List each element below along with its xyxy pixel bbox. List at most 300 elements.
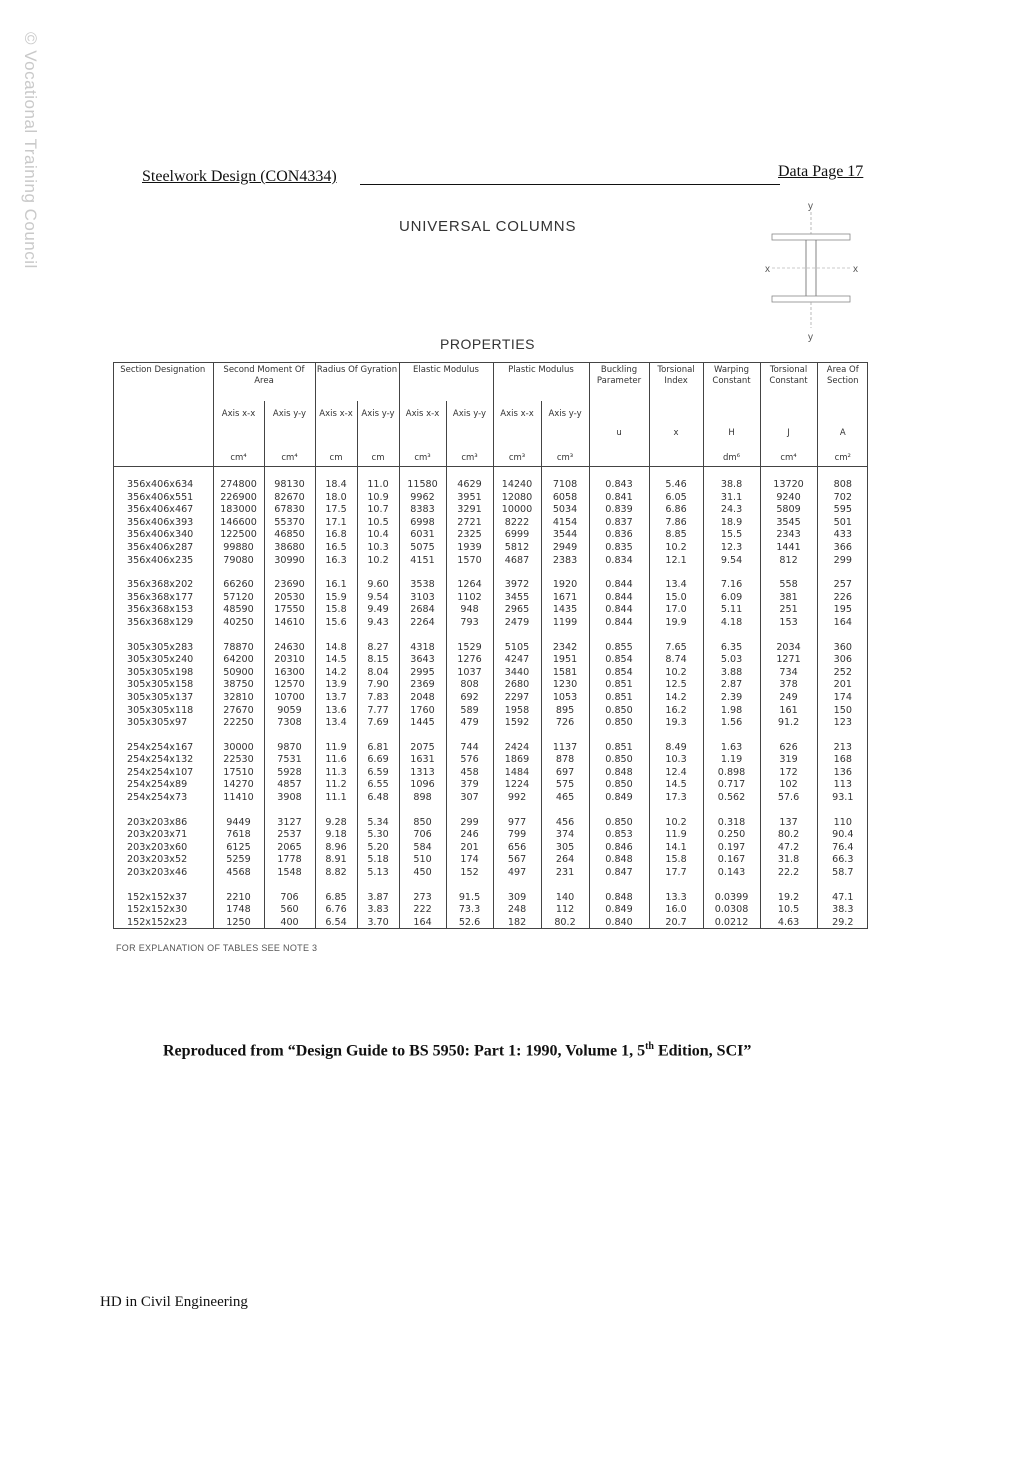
table-cell: 5105 [493,642,541,655]
table-cell: 305 [541,842,589,855]
section-designation: 356x368x202 [127,579,194,591]
unit-label: cm³ [493,441,541,467]
table-cell: 17.1 [315,517,357,530]
table-cell: 195 [817,604,868,617]
table-cell: 38.8 [703,479,760,492]
axis-label: Axis y-y [264,401,315,441]
table-row [113,817,868,830]
table-cell: 0.850 [589,754,649,767]
table-cell: 38680 [264,542,315,555]
table-cell: 12080 [493,492,541,505]
table-cell: 4857 [264,779,315,792]
table-cell: 31.8 [760,854,817,867]
table-cell: 0.848 [589,767,649,780]
table-cell: 0.0212 [703,917,760,930]
table-cell: 0.849 [589,792,649,805]
symbol-torsional-index: x [649,401,703,441]
section-designation: 356x406x235 [127,554,194,566]
table-cell: 560 [264,904,315,917]
course-title: Steelwork Design (CON4334) [142,168,337,185]
table-cell: 306 [817,654,868,667]
table-cell: 9.43 [357,617,399,630]
table-cell: 73.3 [446,904,493,917]
table-cell: 5259 [213,854,264,867]
table-row [113,654,868,667]
table-cell: 4.63 [760,917,817,930]
table-cell: 19.9 [649,617,703,630]
table-cell: 5.03 [703,654,760,667]
diagram-y-label-bottom: y [808,332,813,343]
table-cell: 4629 [446,479,493,492]
unit-label: cm³ [399,441,446,467]
table-cell: 9.54 [703,555,760,568]
table-cell: 248 [493,904,541,917]
table-row [113,917,868,930]
table-row [113,754,868,767]
table-cell: 264 [541,854,589,867]
footer-text: HD in Civil Engineering [100,1294,248,1310]
table-cell: 6.55 [357,779,399,792]
table-cell: 174 [817,692,868,705]
section-designation: 356x406x634 [127,479,194,490]
table-cell: 257 [817,579,868,592]
table-cell: 2.87 [703,679,760,692]
unit-label: cm⁴ [264,441,315,467]
table-cell: 0.167 [703,854,760,867]
table-cell: 2721 [446,517,493,530]
table-cell: 10.9 [357,492,399,505]
table-cell: 0.837 [589,517,649,530]
header-area: Area Of Section [817,362,868,401]
table-cell: 11.6 [315,754,357,767]
table-cell: 13.3 [649,892,703,905]
table-cell: 799 [493,829,541,842]
table-cell: 0.840 [589,917,649,930]
table-cell: 2343 [760,529,817,542]
i-section-diagram [762,196,862,346]
table-cell: 309 [493,892,541,905]
table-cell: 98130 [264,479,315,492]
table-cell: 992 [493,792,541,805]
table-cell: 1102 [446,592,493,605]
table-cell: 2034 [760,642,817,655]
table-cell: 15.6 [315,617,357,630]
table-cell: 1951 [541,654,589,667]
table-cell: 4687 [493,555,541,568]
table-cell: 30990 [264,555,315,568]
table-row [113,792,868,805]
table-cell: 273 [399,892,446,905]
table-cell: 6058 [541,492,589,505]
table-cell: 6.54 [315,917,357,930]
table-cell: 3.88 [703,667,760,680]
table-cell: 13.4 [649,579,703,592]
table-cell: 319 [760,754,817,767]
table-cell: 10700 [264,692,315,705]
table-cell: 64200 [213,654,264,667]
table-cell: 1.56 [703,717,760,730]
table-cell: 182 [493,917,541,930]
table-cell: 11.9 [315,742,357,755]
table-cell: 656 [493,842,541,855]
symbol-warping: H [703,401,760,441]
axis-label: Axis y-y [541,401,589,441]
table-cell: 91.5 [446,892,493,905]
table-cell: 2479 [493,617,541,630]
table-cell: 12570 [264,679,315,692]
table-cell: 2684 [399,604,446,617]
table-cell: 702 [817,492,868,505]
table-cell: 2065 [264,842,315,855]
table-cell: 4.18 [703,617,760,630]
table-cell: 14240 [493,479,541,492]
table-cell: 252 [817,667,868,680]
table-cell: 850 [399,817,446,830]
section-designation: 203x203x86 [127,816,188,828]
table-row [113,542,868,555]
table-cell: 0.851 [589,679,649,692]
table-cell: 12.5 [649,679,703,692]
table-cell: 11.3 [315,767,357,780]
table-cell: 8.74 [649,654,703,667]
table-row [113,617,868,630]
table-cell: 0.717 [703,779,760,792]
table-cell: 465 [541,792,589,805]
table-cell: 1037 [446,667,493,680]
table-cell: 12.1 [649,555,703,568]
table-cell: 78870 [213,642,264,655]
header-rule [360,184,780,185]
table-cell: 14.2 [315,667,357,680]
table-cell: 17.3 [649,792,703,805]
table-cell: 57.6 [760,792,817,805]
table-cell: 153 [760,617,817,630]
table-cell: 734 [760,667,817,680]
table-cell: 2537 [264,829,315,842]
table-cell: 3127 [264,817,315,830]
table-cell: 1096 [399,779,446,792]
table-cell: 0.847 [589,867,649,880]
table-row [113,854,868,867]
diagram-y-label-top: y [808,201,813,212]
table-cell: 374 [541,829,589,842]
table-cell: 8.27 [357,642,399,655]
table-cell: 6.05 [649,492,703,505]
table-cell: 1548 [264,867,315,880]
table-cell: 6.48 [357,792,399,805]
table-cell: 47.1 [817,892,868,905]
table-cell: 174 [446,854,493,867]
citation-sup: th [645,1041,654,1052]
table-cell: 1631 [399,754,446,767]
table-cell: 91.2 [760,717,817,730]
table-cell: 6.35 [703,642,760,655]
table-cell: 450 [399,867,446,880]
table-cell: 567 [493,854,541,867]
table-cell: 793 [446,617,493,630]
section-designation: 305x305x118 [127,704,194,716]
table-cell: 1250 [213,917,264,930]
axis-label: Axis x-x [315,401,357,441]
group-spacer [113,730,868,742]
table-cell: 20530 [264,592,315,605]
table-cell: 5.20 [357,842,399,855]
table-cell: 0.143 [703,867,760,880]
table-cell: 213 [817,742,868,755]
table-cell: 0.834 [589,555,649,568]
table-row [113,717,868,730]
table-cell: 14.5 [649,779,703,792]
table-cell: 140 [541,892,589,905]
table-cell: 0.846 [589,842,649,855]
table-cell: 706 [399,829,446,842]
table-cell: 12.3 [703,542,760,555]
table-row [113,667,868,680]
table-cell: 13.9 [315,679,357,692]
table-cell: 16.8 [315,529,357,542]
table-cell: 0.854 [589,667,649,680]
table-cell: 7.90 [357,679,399,692]
table-cell: 20.7 [649,917,703,930]
table-cell: 0.844 [589,579,649,592]
table-cell: 8.85 [649,529,703,542]
symbol-torsional-constant: J [760,401,817,441]
table-cell: 13.4 [315,717,357,730]
table-cell: 9962 [399,492,446,505]
table-cell: 898 [399,792,446,805]
table-cell: 5809 [760,504,817,517]
table-cell: 8383 [399,504,446,517]
table-cell: 575 [541,779,589,792]
table-cell: 137 [760,817,817,830]
table-cell: 8.49 [649,742,703,755]
table-cell: 22.2 [760,867,817,880]
table-cell: 58.7 [817,867,868,880]
table-note: FOR EXPLANATION OF TABLES SEE NOTE 3 [116,943,318,953]
table-cell: 2949 [541,542,589,555]
table-row [113,517,868,530]
table-cell: 3972 [493,579,541,592]
table-cell: 0.250 [703,829,760,842]
table-row [113,692,868,705]
table-cell: 6.09 [703,592,760,605]
table-cell: 14270 [213,779,264,792]
table-cell: 8.82 [315,867,357,880]
table-cell: 90.4 [817,829,868,842]
table-cell: 1276 [446,654,493,667]
source-citation [163,1041,751,1060]
table-cell: 8.15 [357,654,399,667]
unit-label: cm [315,441,357,467]
table-cell: 0.850 [589,779,649,792]
group-spacer [113,805,868,817]
table-cell: 7308 [264,717,315,730]
table-body [113,467,868,930]
table-cell: 1264 [446,579,493,592]
table-cell: 2048 [399,692,446,705]
header-second-moment: Second Moment Of Area [213,362,315,401]
header-section: Section Designation [120,365,206,375]
table-cell: 9449 [213,817,264,830]
table-cell: 0.836 [589,529,649,542]
section-designation: 305x305x97 [127,717,188,729]
table-cell: 13720 [760,479,817,492]
table-cell: 589 [446,705,493,718]
table-cell: 18.0 [315,492,357,505]
table-cell: 5812 [493,542,541,555]
page-number: Data Page 17 [778,163,864,180]
table-cell: 0.197 [703,842,760,855]
table-cell: 5034 [541,504,589,517]
table-cell: 381 [760,592,817,605]
table-cell: 15.5 [703,529,760,542]
table-cell: 6031 [399,529,446,542]
table-cell: 6125 [213,842,264,855]
table-cell: 93.1 [817,792,868,805]
table-cell: 7.69 [357,717,399,730]
table-cell: 10.3 [649,754,703,767]
table-cell: 3951 [446,492,493,505]
table-cell: 172 [760,767,817,780]
header-torsional-constant: Torsional Constant [760,362,817,401]
table-cell: 1748 [213,904,264,917]
table-cell: 251 [760,604,817,617]
table-cell: 360 [817,642,868,655]
table-cell: 706 [264,892,315,905]
table-cell: 2297 [493,692,541,705]
table-row [113,904,868,917]
table-cell: 299 [446,817,493,830]
table-cell: 0.848 [589,892,649,905]
table-cell: 164 [817,617,868,630]
table-cell: 5.18 [357,854,399,867]
table-cell: 3103 [399,592,446,605]
table-cell: 1778 [264,854,315,867]
table-cell: 6.76 [315,904,357,917]
table-cell: 9.54 [357,592,399,605]
table-cell: 9240 [760,492,817,505]
table-cell: 1445 [399,717,446,730]
table-cell: 0.898 [703,767,760,780]
table-cell: 31.1 [703,492,760,505]
header-elastic: Elastic Modulus [399,362,493,401]
table-cell: 11.1 [315,792,357,805]
table-cell: 1230 [541,679,589,692]
table-cell: 10.4 [357,529,399,542]
table-cell: 948 [446,604,493,617]
table-row [113,592,868,605]
symbol-area: A [817,401,868,441]
table-cell: 11.2 [315,779,357,792]
table-cell: 0.853 [589,829,649,842]
table-cell: 17510 [213,767,264,780]
unit-label: cm⁴ [760,441,817,467]
table-cell: 6.69 [357,754,399,767]
table-cell: 456 [541,817,589,830]
table-cell: 3643 [399,654,446,667]
table-cell: 112 [541,904,589,917]
table-cell: 7.83 [357,692,399,705]
table-cell: 5.34 [357,817,399,830]
table-cell: 812 [760,555,817,568]
unit-label: cm [357,441,399,467]
section-designation: 203x203x60 [127,841,188,853]
table-cell: 3.70 [357,917,399,930]
table-cell: 0.318 [703,817,760,830]
unit-label: cm⁴ [213,441,264,467]
section-designation: 203x203x52 [127,854,188,866]
table-cell: 10.2 [649,817,703,830]
table-cell: 2342 [541,642,589,655]
table-cell: 0.841 [589,492,649,505]
table-cell: 17.0 [649,604,703,617]
table-cell: 3908 [264,792,315,805]
table-cell: 50900 [213,667,264,680]
table-cell: 1199 [541,617,589,630]
table-cell: 584 [399,842,446,855]
table-cell: 80.2 [760,829,817,842]
table-cell: 66260 [213,579,264,592]
table-cell: 14.8 [315,642,357,655]
table-cell: 22250 [213,717,264,730]
table-cell: 16.5 [315,542,357,555]
table-cell: 458 [446,767,493,780]
table-cell: 222 [399,904,446,917]
section-designation: 356x368x177 [127,591,194,603]
table-cell: 4568 [213,867,264,880]
table-cell: 1435 [541,604,589,617]
table-cell: 150 [817,705,868,718]
table-cell: 5.46 [649,479,703,492]
table-cell: 0.854 [589,654,649,667]
table-cell: 55370 [264,517,315,530]
header-buckling: Buckling Parameter [589,362,649,401]
table-cell: 1869 [493,754,541,767]
table-cell: 231 [541,867,589,880]
section-designation: 203x203x71 [127,829,188,841]
table-row [113,779,868,792]
table-cell: 3545 [760,517,817,530]
table-cell: 30000 [213,742,264,755]
table-cell: 12.4 [649,767,703,780]
table-cell: 0.851 [589,692,649,705]
table-cell: 18.9 [703,517,760,530]
table-cell: 1529 [446,642,493,655]
table-cell: 164 [399,917,446,930]
table-cell: 7.65 [649,642,703,655]
table-row [113,679,868,692]
table-cell: 29.2 [817,917,868,930]
table-cell: 0.850 [589,717,649,730]
table-cell: 2424 [493,742,541,755]
table-cell: 5.11 [703,604,760,617]
table-cell: 6.81 [357,742,399,755]
header-plastic: Plastic Modulus [493,362,589,401]
table-cell: 692 [446,692,493,705]
table-cell: 168 [817,754,868,767]
table-cell: 16300 [264,667,315,680]
section-designation: 152x152x30 [127,904,188,916]
table-cell: 433 [817,529,868,542]
table-cell: 7.86 [649,517,703,530]
table-row [113,555,868,568]
section-designation: 356x406x551 [127,491,194,503]
table-cell: 1920 [541,579,589,592]
table-cell: 0.850 [589,817,649,830]
table-cell: 79080 [213,555,264,568]
table-cell: 226 [817,592,868,605]
table-cell: 0.843 [589,479,649,492]
